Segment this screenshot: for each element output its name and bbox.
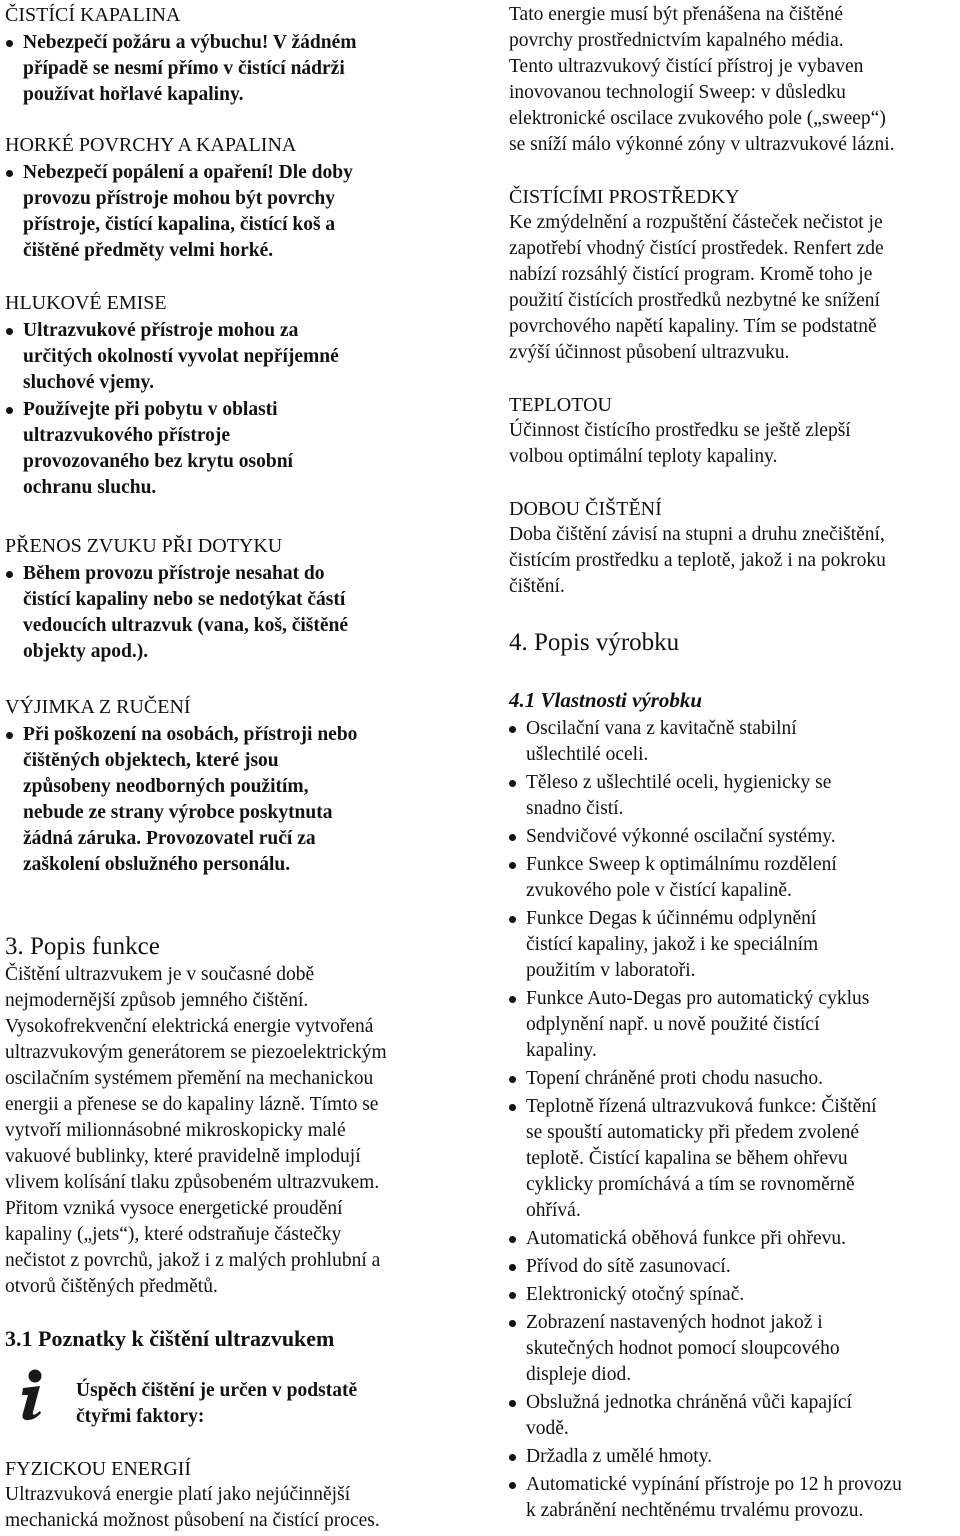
bullet-dot xyxy=(6,40,13,47)
feature-item: Topení chráněné proti chodu nasucho. xyxy=(509,1066,960,1092)
subsection-title-features: 4.1 Vlastnosti výrobku xyxy=(509,688,703,712)
bullet-dot xyxy=(509,1104,516,1111)
heading-temperature: TEPLOTOU xyxy=(509,394,612,416)
bullet-dot xyxy=(509,1236,516,1243)
feature-item: Držadla z umělé hmoty. xyxy=(509,1444,960,1470)
feature-item: Těleso z ušlechtilé oceli, hygienicky se snadno čistí. xyxy=(509,770,960,822)
bullet-no-warranty: Při poškození na osobách, přístroji nebo čištěných objektech, které jsou způsobeny neodborných použitím, nebude ze strany výrobce poskytnuta žádná záruka. Provozovatel ručí za zaškolení obslužného personálu. xyxy=(5,722,435,878)
bullet-dot xyxy=(509,1454,516,1461)
feature-item: Oscilační vana z kavitačně stabilní ušlechtilé oceli. xyxy=(509,716,960,768)
bullet-fire-hazard: Nebezpečí požáru a výbuchu! V žádném případě se nesmí přímo v čistící nádrži používat hořlavé kapaliny. xyxy=(5,30,435,108)
bullet-dot xyxy=(509,726,516,733)
subsection-title-knowledge: 3.1 Poznatky k čištění ultrazvukem xyxy=(5,1326,335,1351)
info-icon xyxy=(10,1368,50,1422)
heading-liability-exclusion: VÝJIMKA Z RUČENÍ xyxy=(5,696,191,718)
bullet-dot xyxy=(6,407,13,414)
heading-physical-energy: FYZICKOU ENERGIÍ xyxy=(5,1458,192,1480)
bullet-dot xyxy=(509,862,516,869)
bullet-no-touch: Během provozu přístroje nesahat do čistící kapaliny nebo se nedotýkat částí vedoucích ultrazvuk (vana, koš, čištěné objekty apod.). xyxy=(5,561,435,665)
cleaning-time-text: Doba čištění závisí na stupni a druhu znečištění, čistícím prostředku a teplotě, jakož i na pokroku čištění. xyxy=(509,524,886,597)
heading-noise-emission: HLUKOVÉ EMISE xyxy=(5,292,167,314)
bullet-dot xyxy=(509,1076,516,1083)
bullet-hearing-protection: Používejte při pobytu v oblasti ultrazvukového přístroje provozovaného bez krytu osobní ochranu sluchu. xyxy=(5,397,435,501)
bullet-burn-hazard: Nebezpečí popálení a opaření! Dle doby provozu přístroje mohou být povrchy přístroje, čistící kapalina, čistící koš a čištěné předměty velmi horké. xyxy=(5,160,435,264)
bullet-dot xyxy=(509,834,516,841)
feature-item: Automatické vypínání přístroje po 12 h provozu k zabránění nechtěnému trvalému provozu. xyxy=(509,1472,960,1524)
bullet-dot xyxy=(509,996,516,1003)
bullet-dot xyxy=(509,1482,516,1489)
heading-cleaning-agents: ČISTÍCÍMI PROSTŘEDKY xyxy=(509,186,740,208)
heading-cleaning-time: DOBOU ČIŠTĚNÍ xyxy=(509,498,662,520)
cleaning-agents-text: Ke zmýdelnění a rozpuštění částeček nečistot je zapotřebí vhodný čistící prostředek. Renfert zde nabízí rozsáhlý čistící program. Kromě toho je použití čistících prostředků nezbytné ke snížení povrchového napětí kapaliny. Tím se podstatně zvýší účinnost působení ultrazvuku. xyxy=(509,212,884,363)
section-title-product: 4. Popis výrobku xyxy=(509,629,680,656)
info-note: Úspěch čištění je určen v podstatě čtyřmi faktory: xyxy=(76,1380,358,1427)
feature-item: Automatická oběhová funkce při ohřevu. xyxy=(509,1226,960,1252)
bullet-dot xyxy=(6,571,13,578)
heading-hot-surfaces: HORKÉ POVRCHY A KAPALINA xyxy=(5,134,297,156)
energy-transfer-text: Tato energie musí být přenášena na čištěné povrchy prostřednictvím kapalného média. Tento ultrazvukový čistící přístroj je vybaven inovovanou technologií Sweep: v důsledku elektronické oscilace zvukového pole („sweep“) se sníží málo výkonné zóny v ultrazvukové lázni. xyxy=(509,4,895,155)
section-title-function: 3. Popis funkce xyxy=(5,933,160,960)
feature-item: Zobrazení nastavených hodnot jakož i skutečných hodnot pomocí sloupcového displeje diod. xyxy=(509,1310,960,1388)
bullet-dot xyxy=(6,732,13,739)
physical-energy-text: Ultrazvuková energie platí jako nejúčinnější mechanická možnost působení na čistící proces. xyxy=(5,1484,380,1531)
features-list xyxy=(509,716,960,1526)
feature-item: Přívod do sítě zasunovací. xyxy=(509,1254,960,1280)
bullet-dot xyxy=(6,170,13,177)
feature-item: Teplotně řízená ultrazvuková funkce: Čištění se spouští automaticky při předem zvolené teplotě. Čistící kapalina se během ohřevu cyklicky promíchává a tím se rovnoměrně ohřívá. xyxy=(509,1094,960,1224)
bullet-dot xyxy=(509,780,516,787)
bullet-dot xyxy=(509,1264,516,1271)
heading-contact-sound: PŘENOS ZVUKU PŘI DOTYKU xyxy=(5,535,283,557)
bullet-noise-perception: Ultrazvukové přístroje mohou za určitých okolností vyvolat nepříjemné sluchové vjemy. xyxy=(5,318,435,396)
feature-item: Sendvičové výkonné oscilační systémy. xyxy=(509,824,960,850)
function-description: Čištění ultrazvukem je v současné době nejmodernější způsob jemného čištění. Vysokofrekvenční elektrická energie vytvořená ultrazvukovým generátorem se piezoelektrickým oscilačním systémem přemění na mechanickou energii a přenese se do kapaliny lázně. Tímto se vytvoří milionnásobné mikroskopicky malé vakuové bublinky, které pravidelně implodují vlivem kolísání tlaku způsobeném ultrazvukem. Přitom vzniká vysoce energetické proudění kapaliny („jets“), které odstraňuje částečky nečistot z povrchů, jakož i z malých prohlubní a otvorů čištěných předmětů. xyxy=(5,964,387,1297)
bullet-dot xyxy=(509,916,516,923)
feature-item: Funkce Auto-Degas pro automatický cyklus odplynění např. u nově použité čistící kapaliny. xyxy=(509,986,960,1064)
feature-item: Funkce Sweep k optimálnímu rozdělení zvukového pole v čistící kapalině. xyxy=(509,852,960,904)
bullet-dot xyxy=(509,1400,516,1407)
temperature-text: Účinnost čistícího prostředku se ještě zlepší volbou optimální teploty kapaliny. xyxy=(509,420,851,467)
heading-cleaning-liquid: ČISTÍCÍ KAPALINA xyxy=(5,4,181,26)
bullet-dot xyxy=(6,328,13,335)
bullet-dot xyxy=(509,1320,516,1327)
bullet-dot xyxy=(509,1292,516,1299)
feature-item: Funkce Degas k účinnému odplynění čistící kapaliny, jakož i ke speciálním použitím v laboratoři. xyxy=(509,906,960,984)
feature-item: Elektronický otočný spínač. xyxy=(509,1282,960,1308)
feature-item: Obslužná jednotka chráněná vůči kapající vodě. xyxy=(509,1390,960,1442)
